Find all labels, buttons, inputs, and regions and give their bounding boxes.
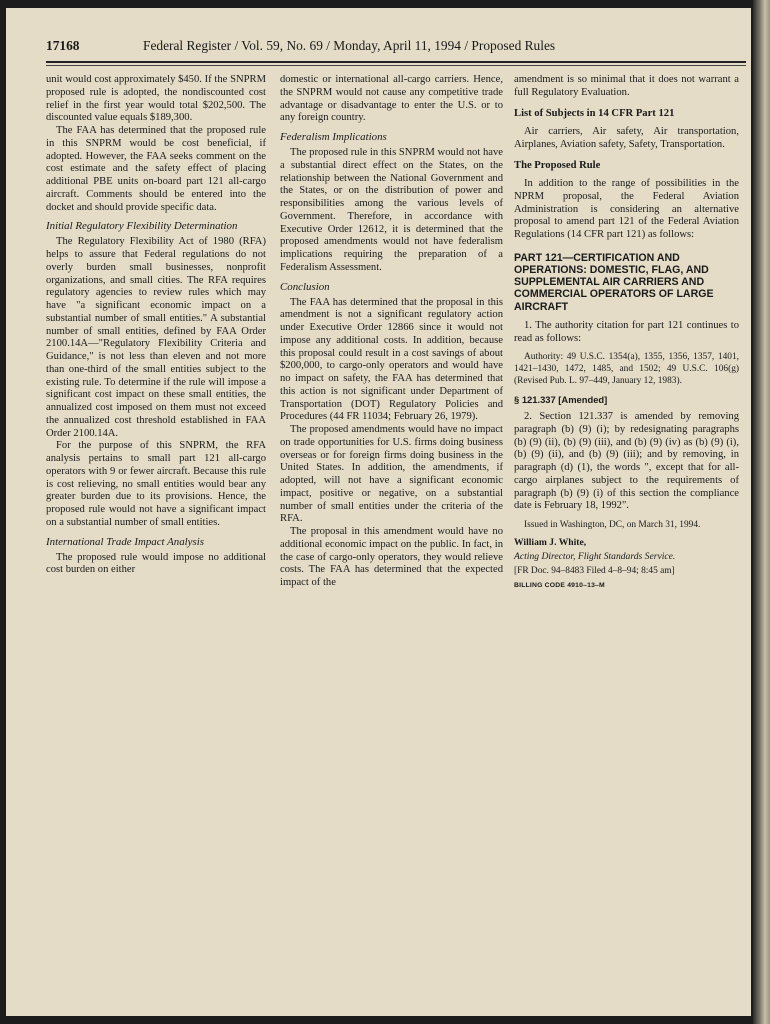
paragraph: 2. Section 121.337 is amended by removing paragraph (b) (9) (i); by redesignating paragraphs (b) (9) (ii), (b) (9) (iii), and (b) (9) (iv) as (b) (9) (i), (b) (9) (ii), and (b) (9) (iii); and by removing, in paragraph (d) (1), the words ", except that for all-cargo airplanes subject to the requirements of paragraph (b) (9) (i) of this section the compliance date is February 18, 1992". [514,411,739,512]
paragraph: Air carriers, Air safety, Air transportation, Airplanes, Aviation safety, Safety, Transportation. [514,126,739,150]
part-heading: PART 121—CERTIFICATION AND OPERATIONS: DOMESTIC, FLAG, AND SUPPLEMENTAL AIR CARRIERS AND COMMERCIAL OPERATORS OF LARGE AIRCRAFT [514,251,714,313]
header-rule-thin [46,65,746,66]
paragraph: The proposed amendments would have no impact on trade opportunities for U.S. firms doing business overseas or for foreign firms doing business in the United States. In addition, the amendments, if adopted, will not have a significant economic impact, positive or negative, on a substantial number of small entities under the criteria of the RFA. [280,424,503,525]
column-2 [280,74,503,590]
section-heading: International Trade Impact Analysis [46,535,205,548]
section-heading: Conclusion [280,280,330,293]
paragraph: For the purpose of this SNPRM, the RFA analysis pertains to small part 121 all-cargo operators with 9 or fewer aircraft. Because this rule is cost relieving, no small entities would bear any greater burden due to its provisions. Hence, the proposed rule would not have a significant impact on a substantial number of small entities. [46,440,266,528]
paragraph: The FAA has determined that the proposed rule in this SNPRM would be cost beneficial, if adopted. However, the FAA seeks comment on the cost estimate and the safety effect of placing additional PBE units on-board part 121 all-cargo aircraft. Comments should be entered into the docket and should provide specific data. [46,125,266,213]
running-title: Federal Register / Vol. 59, No. 69 / Monday, April 11, 1994 / Proposed Rules [143,38,556,53]
paragraph: The FAA has determined that the proposal in this amendment is not a significant regulatory action under Executive Order 12866 since it would not impose any additional costs. In addition, because this proposal could result in a cost savings of about $200,000, to cargo-only operators and would have no impact on safety, the FAA has determined that this action is not significant under Department of Transportation (DOT) Regulatory Policies and Procedures (44 FR 11034; February 26, 1979). [280,296,503,423]
column-3 [514,74,739,592]
paragraph: unit would cost approximately $450. If the SNPRM proposed rule is adopted, the nondiscounted cost relief in the first year would total $202,500. The discounted value equals $189,300. [46,74,266,124]
paragraph: The proposed rule in this SNPRM would not have a substantial direct effect on the States, on the relationship between the National Government and the States, or on the distribution of power and responsibilities among the various levels of Government. Therefore, in accordance with Executive Order 12612, it is determined that the proposed amendments would not have federalism implications requiring the preparation of a Federalism Assessment. [280,147,503,273]
paragraph: The proposed rule would impose no additional cost burden on either [46,551,266,576]
paragraph: The proposal in this amendment would have no additional economic impact on the public. In fact, in the case of cargo-only operators, they would relieve costs. The FAA has determined that the expected impact of the [280,526,503,588]
page-edge-shadow [753,0,770,1024]
signer-name: William J. White, [514,537,587,549]
header-rule [46,61,746,63]
document-page [6,8,751,1016]
proposed-rule-heading: The Proposed Rule [514,159,601,171]
paragraph: 1. The authority citation for part 121 continues to read as follows: [514,319,739,344]
page-header [46,36,746,56]
page-number: 17168 [46,38,80,53]
subjects-heading: List of Subjects in 14 CFR Part 121 [514,107,675,119]
section-heading: Initial Regulatory Flexibility Determination [46,220,238,233]
signer-title: Acting Director, Flight Standards Service. [514,550,676,562]
paragraph: In addition to the range of possibilities in the NPRM proposal, the Federal Aviation Administration is considering an alternative proposal to amend part 121 of the Federal Aviation Regulations (14 CFR part 121) as follows: [514,178,739,240]
paragraph: amendment is so minimal that it does not warrant a full Regulatory Evaluation. [514,74,739,98]
fr-doc-line: [FR Doc. 94–8483 Filed 4–8–94; 8:45 am] [514,565,675,576]
paragraph: domestic or international all-cargo carriers. Hence, the SNPRM would not cause any competitive trade advantage or disadvantage to enter the U.S. or to any foreign country. [280,74,503,124]
issued-line: Issued in Washington, DC, on March 31, 1994. [524,520,701,531]
authority-citation: Authority: 49 U.S.C. 1354(a), 1355, 1356, 1357, 1401, 1421–1430, 1472, 1485, and 1502; 49 U.S.C. 106(g) (Revised Pub. L. 97–449, January 12, 1983). [514,352,739,387]
billing-code: BILLING CODE 4910–13–M [514,581,605,589]
column-1 [46,74,266,577]
section-heading: § 121.337 [Amended] [514,394,608,406]
paragraph: The Regulatory Flexibility Act of 1980 (RFA) helps to assure that Federal regulations do not overly burden small businesses, nonprofit organizations, and small cities. The RFA requires regulatory agencies to review rules which may have "a significant economic impact on a substantial number of small entities." A substantial number of small entities, defined by FAA Order 2100.14A—"Regulatory Flexibility Criteria and Guidance," is not less than eleven and not more than one-third of the small entities subject to the existing rule. To determine if the rule will impose a significant cost impact on these small entities, the annualized cost imposed on them must not exceed the annualized cost threshold established in FAA Order 2100.14A. [46,236,266,439]
section-heading: Federalism Implications [280,131,387,143]
